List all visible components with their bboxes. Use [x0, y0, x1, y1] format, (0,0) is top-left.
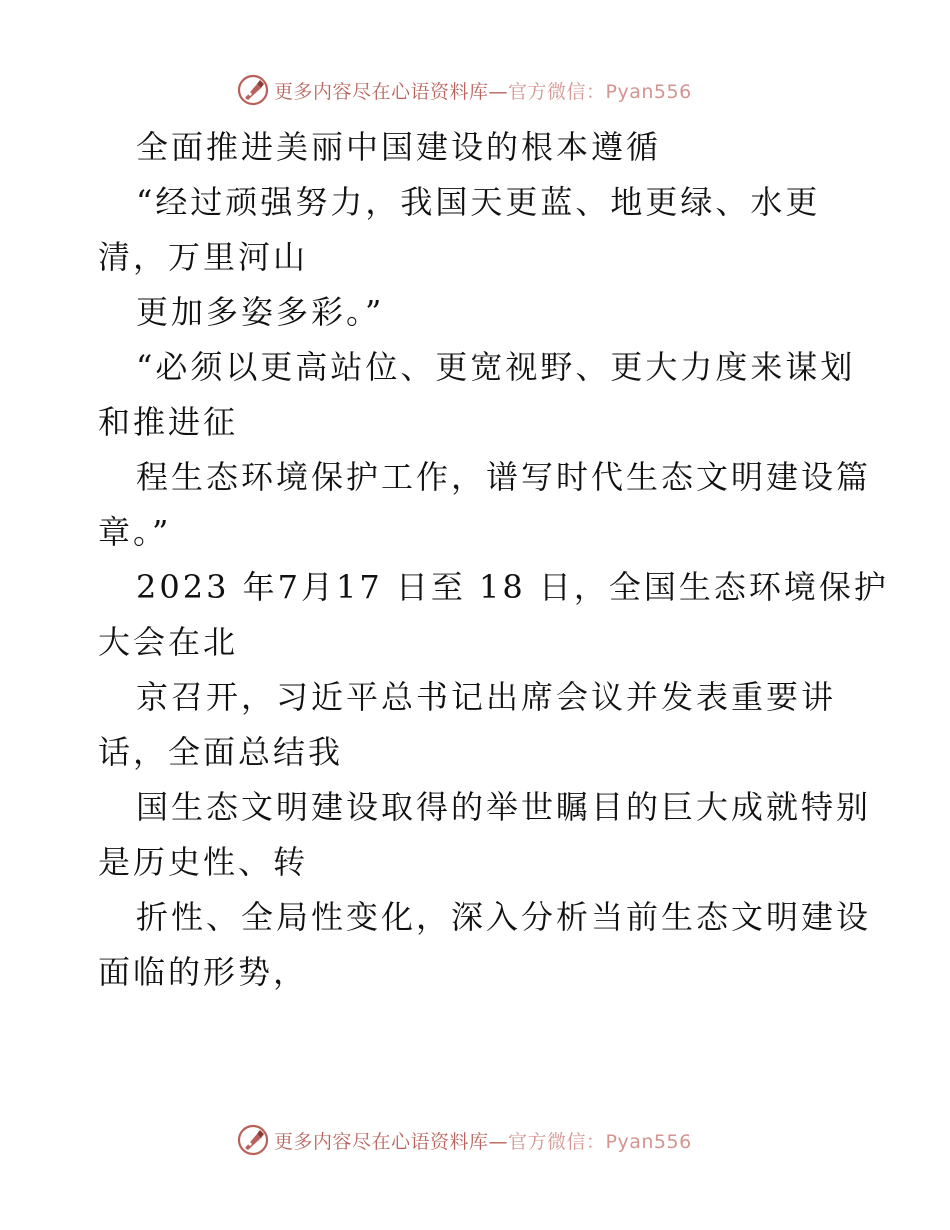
header-banner-title: 更多内容尽在心语资料库—	[274, 80, 509, 103]
body-text-line: 国生态文明建设取得的举世瞩目的巨大成就特别	[136, 788, 872, 826]
body-text-line: 大会在北	[98, 623, 239, 661]
header-banner	[236, 72, 692, 108]
body-text-line: 章。”	[98, 513, 172, 551]
body-text-line: 和推进征	[98, 403, 239, 441]
body-text-line: 京召开，习近平总书记出席会议并发表重要讲	[136, 678, 837, 716]
body-text-line: 面临的形势，	[98, 953, 309, 991]
document-body	[98, 120, 889, 1000]
body-text-line: 是历史性、转	[98, 843, 309, 881]
header-banner-contact: 官方微信：Pyan556	[508, 80, 692, 103]
pen-nib-logo-icon	[236, 1123, 270, 1157]
footer-banner-title: 更多内容尽在心语资料库—	[274, 1130, 509, 1153]
footer-banner-contact: 官方微信：Pyan556	[508, 1130, 692, 1153]
body-text-line: 折性、全局性变化，深入分析当前生态文明建设	[136, 898, 872, 936]
body-text-line: 程生态环境保护工作，谱写时代生态文明建设篇	[136, 458, 872, 496]
pen-nib-logo-icon	[236, 73, 270, 107]
header-banner-text	[274, 77, 692, 104]
body-text-line: 2023 年7月17 日至 18 日，全国生态环境保护	[136, 568, 889, 606]
footer-banner-text	[274, 1127, 692, 1154]
body-text-line: 更加多姿多彩。”	[136, 293, 385, 331]
body-text-line: “经过顽强努力，我国天更蓝、地更绿、水更	[136, 183, 821, 221]
body-text-line: 话，全面总结我	[98, 733, 344, 771]
body-text-line: “必须以更高站位、更宽视野、更大力度来谋划	[136, 348, 856, 386]
footer-banner	[236, 1122, 692, 1158]
body-text-line: 清，万里河山	[98, 238, 309, 276]
body-text-line: 全面推进美丽中国建设的根本遵循	[136, 128, 662, 166]
